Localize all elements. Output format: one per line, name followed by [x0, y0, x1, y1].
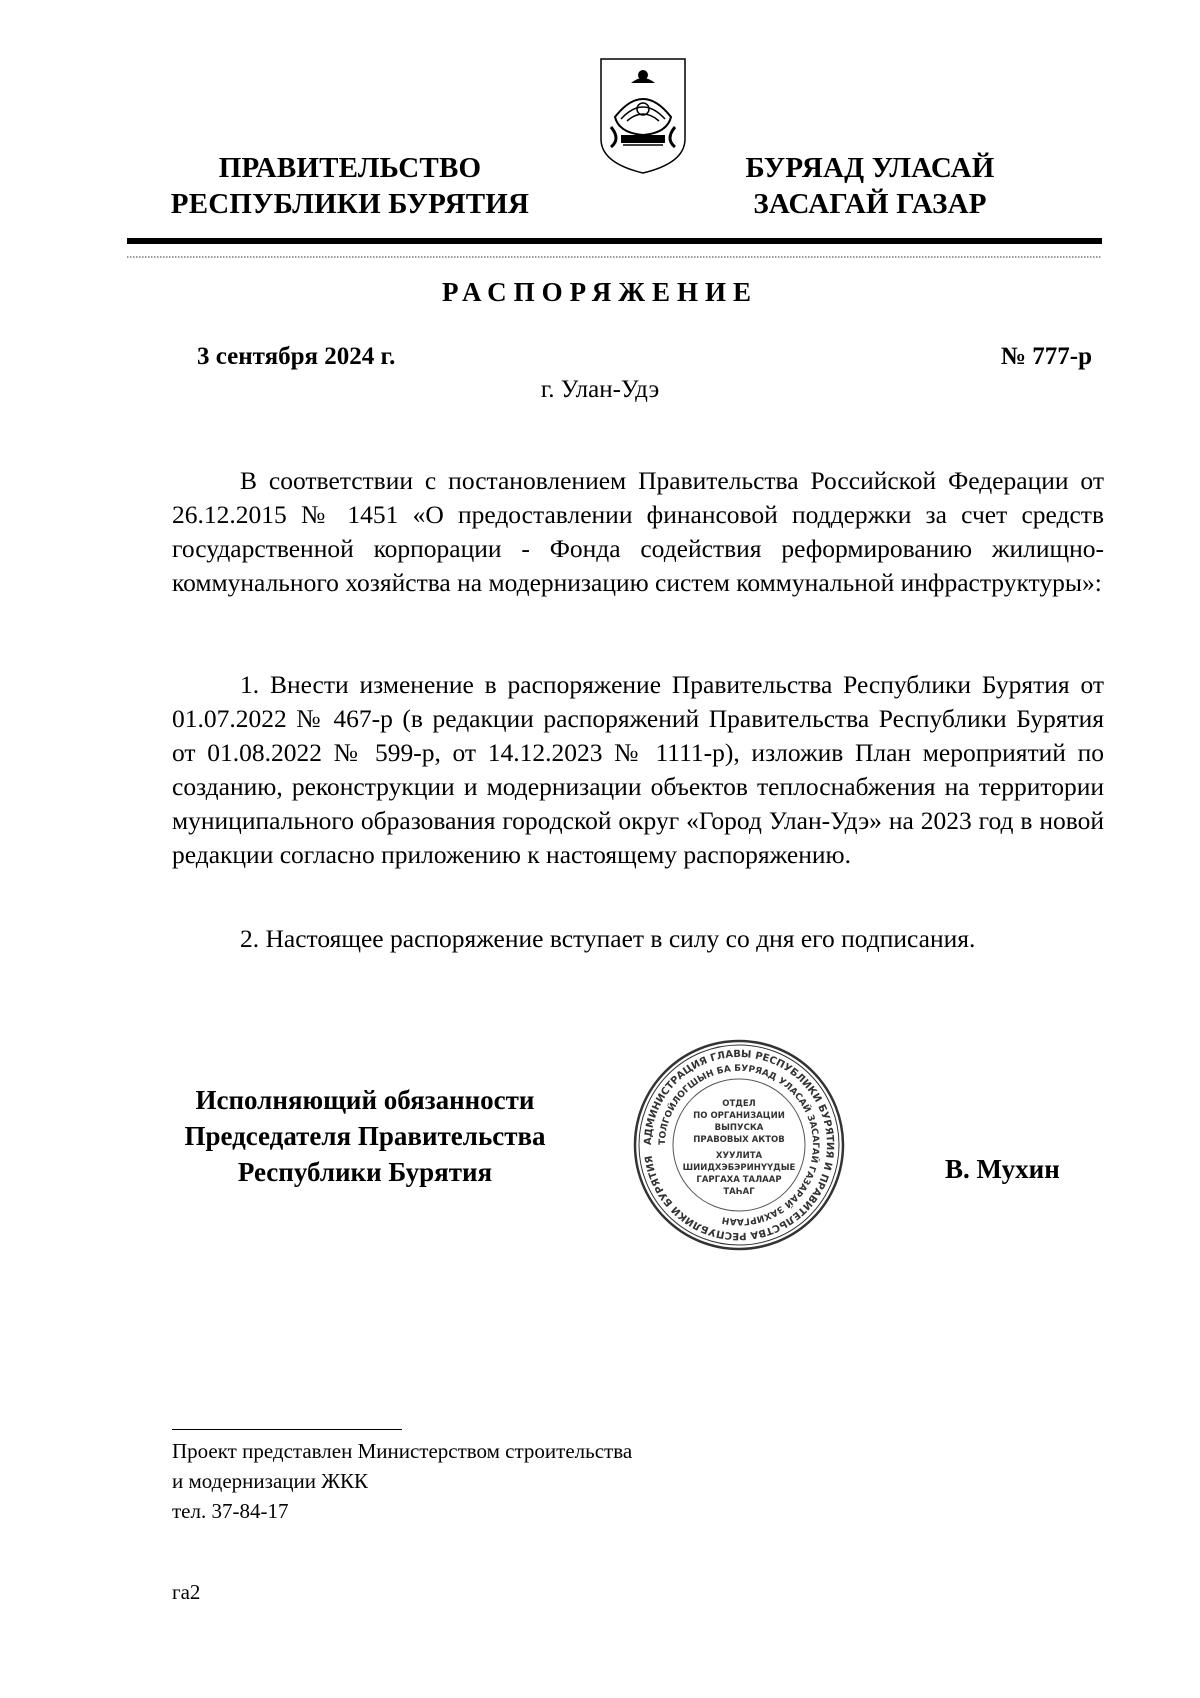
- official-stamp: [632, 1038, 846, 1252]
- footer-line3: тел. 37-84-17: [172, 1499, 289, 1523]
- preamble-paragraph: В соответствии с постановлением Правительства Российской Федерации от 26.12.2015 № 1451 «О предоставлении финансовой поддержки за счет средств государственной корпорации - Фонда содействия реформированию жилищно-коммунального хозяйства на модернизацию систем коммунальной инфраструктуры»:: [172, 466, 1104, 597]
- coat-of-arms-icon: [597, 55, 689, 175]
- footer-line1: Проект представлен Министерством строительства: [172, 1439, 633, 1463]
- header-right: [720, 150, 1020, 222]
- stamp-inner-text: ТОЛГОЙЛОГШЫН БА БУРЯАД УЛАСАЙ ЗАСАГАЙ ГАЗАРАЙ ЗАХИРГААН: [657, 1063, 821, 1227]
- document-city: г. Улан-Удэ: [540, 376, 660, 403]
- stamp-center-line2: ПО ОРГАНИЗАЦИИ: [693, 1111, 785, 1121]
- signatory-title: [150, 1082, 580, 1190]
- signatory-title-line3: Республики Бурятия: [237, 1157, 493, 1187]
- document-code: га2: [172, 1580, 201, 1604]
- signatory-name: В. Мухин: [945, 1154, 1060, 1184]
- stamp-center-line4: ПРАВОВЫХ АКТОВ: [693, 1135, 785, 1145]
- signatory-title-line2: Председателя Правительства: [184, 1121, 546, 1151]
- footer-line2: и модернизации ЖКК: [172, 1469, 369, 1493]
- stamp-center-line1: ОТДЕЛ: [722, 1099, 756, 1109]
- item-2-paragraph: 2. Настоящее распоряжение вступает в силу со дня его подписания.: [240, 924, 976, 953]
- header-left: [150, 150, 550, 222]
- stamp-center-line6: ШИИДХЭБЭРИНҮҮДЫЕ: [682, 1163, 796, 1173]
- stamp-center-line5: ХУУЛИТА: [715, 1151, 763, 1161]
- stamp-center-line3: ВЫПУСКА: [714, 1123, 764, 1133]
- header-right-line2: ЗАСАГАЙ ГАЗАР: [753, 188, 987, 220]
- stamp-outer-text: АДМИНИСТРАЦИЯ ГЛАВЫ РЕСПУБЛИКИ БУРЯТИЯ И ПРАВИТЕЛЬСТВА РЕСПУБЛИКИ БУРЯТИЯ: [642, 1048, 836, 1242]
- header-dotted-divider: [127, 256, 1102, 258]
- document-date: 3 сентября 2024 г.: [197, 343, 396, 370]
- stamp-center-line7: ГАРГАХА ТАЛААР: [696, 1175, 782, 1185]
- header-right-line1: БУРЯАД УЛАСАЙ: [745, 152, 995, 184]
- document-number: № 777-р: [1000, 343, 1092, 370]
- footer-divider: [172, 1429, 402, 1430]
- signatory-title-line1: Исполняющий обязанности: [195, 1085, 535, 1115]
- stamp-center-line8: ТАҺАГ: [723, 1187, 755, 1197]
- item-1-paragraph: 1. Внести изменение в распоряжение Правительства Республики Бурятия от 01.07.2022 № 467-р (в редакции распоряжений Правительства Республики Бурятия от 01.08.2022 № 599-р, от 14.12.2023 № 1111-р), изложив План мероприятий по созданию, реконструкции и модернизации объектов теплоснабжения на территории муниципального образования городской округ «Город Улан-Удэ» на 2023 год в новой редакции согласно приложению к настоящему распоряжению.: [172, 670, 1104, 869]
- header-left-line2: РЕСПУБЛИКИ БУРЯТИЯ: [170, 188, 530, 220]
- footer-note: [172, 1436, 632, 1526]
- header-left-line1: ПРАВИТЕЛЬСТВО: [218, 152, 482, 184]
- document-title: РАСПОРЯЖЕНИЕ: [441, 277, 759, 307]
- header-divider: [127, 238, 1102, 244]
